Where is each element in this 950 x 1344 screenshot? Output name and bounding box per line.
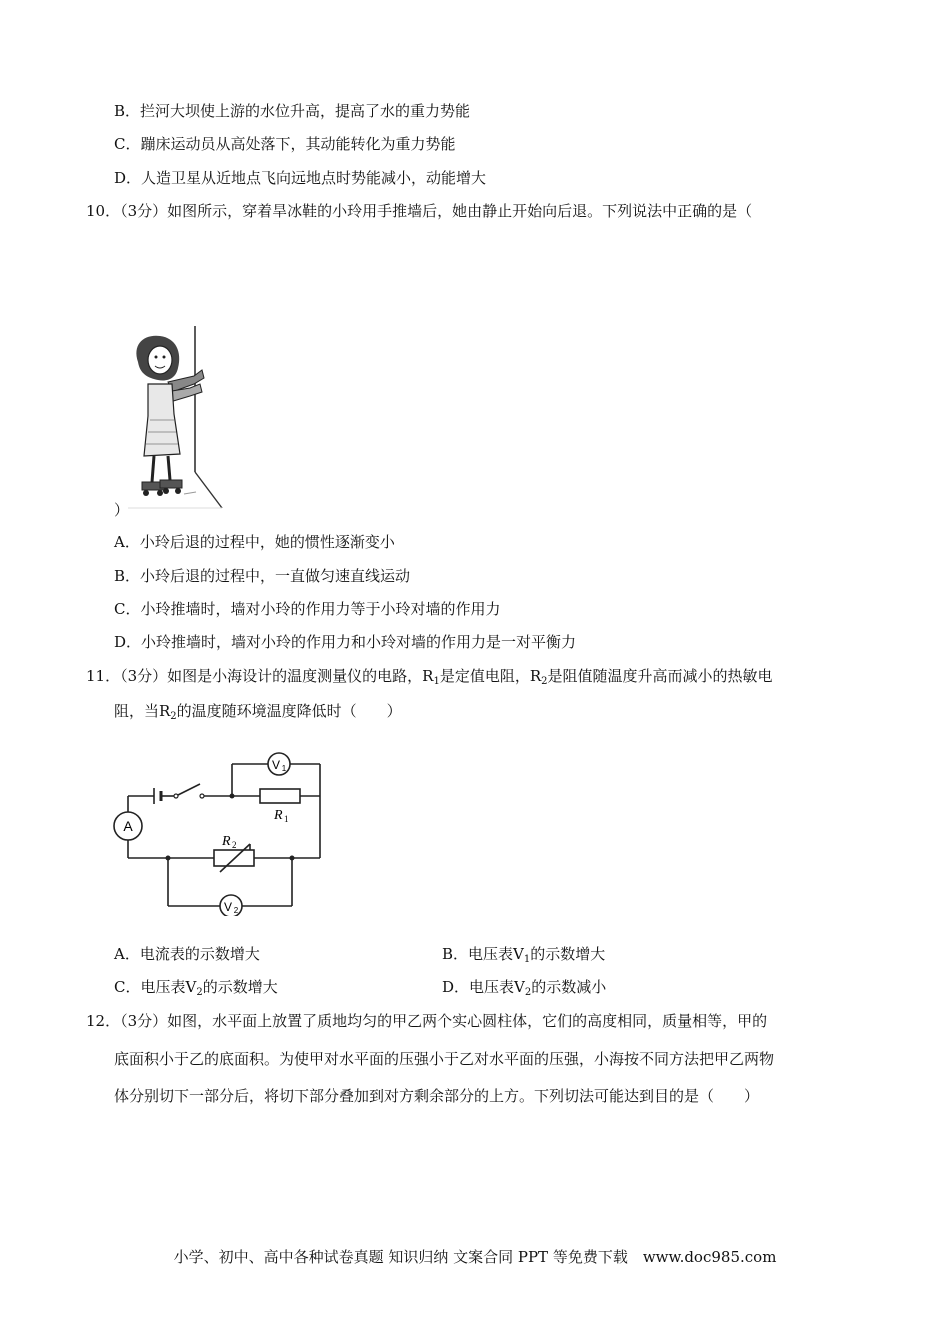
svg-text:2: 2 bbox=[233, 906, 239, 915]
q11-option-b: B．电压表$V_1$的示数增大 bbox=[442, 945, 606, 965]
q10-option-d: D．小玲推墙时，墙对小玲的作用力和小玲对墙的作用力是一对平衡力 bbox=[114, 633, 577, 651]
q11-stem-line2: 阻，当$R_2$的温度随环境温度降低时（ ） bbox=[114, 702, 402, 722]
svg-text:V: V bbox=[271, 758, 281, 772]
r1-label: R bbox=[274, 808, 283, 823]
q10-option-c: C．小玲推墙时，墙对小玲的作用力等于小玲对墙的作用力 bbox=[114, 600, 501, 618]
svg-text:1: 1 bbox=[281, 764, 287, 773]
q11-stem-line1: 11．（3分）如图是小海设计的温度测量仪的电路，$R_1$是定值电阻，$R_2$是阻值随温度升高而减小的热敏电 bbox=[86, 667, 773, 687]
q11-option-d: D．电压表$V_2$的示数减小 bbox=[442, 978, 607, 998]
svg-text:V: V bbox=[223, 900, 233, 914]
page-footer: 小学、初中、高中各种试卷真题 知识归纳 文案合同 PPT 等免费下载 www.doc985.com bbox=[173, 1248, 777, 1266]
q9-option-c: C．蹦床运动员从高处落下，其动能转化为重力势能 bbox=[114, 135, 456, 153]
roller-skater-figure bbox=[128, 322, 228, 510]
q9-option-d: D．人造卫星从近地点飞向远地点时势能减小，动能增大 bbox=[114, 169, 487, 187]
ammeter bbox=[114, 812, 142, 840]
q10-close-paren: ） bbox=[114, 501, 130, 519]
q10-option-a: A．小玲后退的过程中，她的惯性逐渐变小 bbox=[114, 533, 395, 551]
svg-text:A: A bbox=[123, 818, 133, 834]
voltmeter-v1 bbox=[268, 753, 290, 775]
r1-label-sub: 1 bbox=[284, 814, 289, 824]
q12-stem-line2: 底面积小于乙的底面积。为使甲对水平面的压强小于乙对水平面的压强，小海按不同方法把甲乙两物 bbox=[114, 1050, 775, 1068]
q11-option-c: C．电压表$V_2$的示数增大 bbox=[114, 978, 278, 998]
q9-option-b: B．拦河大坝使上游的水位升高，提高了水的重力势能 bbox=[114, 102, 471, 120]
q11-option-a: A．电流表的示数增大 bbox=[114, 945, 260, 963]
q12-stem-line3: 体分别切下一部分后，将切下部分叠加到对方剩余部分的上方。下列切法可能达到目的是（ ） bbox=[114, 1087, 760, 1105]
r2-label-sub: 2 bbox=[232, 840, 237, 850]
voltmeter-v2 bbox=[220, 895, 242, 916]
q10-option-b: B．小玲后退的过程中，一直做匀速直线运动 bbox=[114, 567, 411, 585]
circuit-diagram bbox=[110, 744, 326, 916]
q12-stem-line1: 12．（3分）如图，水平面上放置了质地均匀的甲乙两个实心圆柱体，它们的高度相同，质量相等，甲的 bbox=[86, 1012, 768, 1030]
r2-label: R bbox=[222, 834, 231, 849]
q10-stem: 10．（3分）如图所示，穿着旱冰鞋的小玲用手推墙后，她由静止开始向后退。下列说法中正确的是（ bbox=[86, 202, 753, 220]
